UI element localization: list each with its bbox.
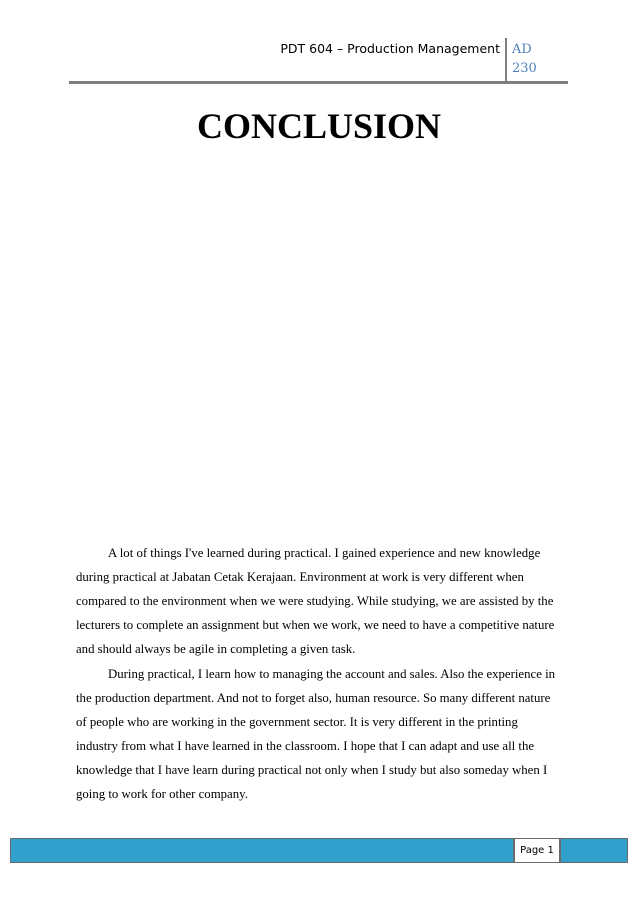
paragraph-line: compared to the environment when we were studying. While studying, we are assisted by the: [76, 594, 554, 608]
paragraph-1: [76, 541, 572, 661]
paragraph-line: industry from what I have learned in the classroom. I hope that I can adapt and use all the: [76, 739, 535, 753]
header-course-title: PDT 604 – Production Management: [280, 41, 500, 56]
footer-bar-tail: [560, 838, 628, 863]
header-code-line-2: 230: [512, 61, 537, 76]
paragraph-line: A lot of things I've learned during practical. I gained experience and new knowledge: [108, 546, 541, 560]
paragraph-line: knowledge that I have learn during practical not only when I study but also someday when I: [76, 763, 548, 777]
paragraph-line: going to work for other company.: [76, 787, 248, 801]
header-course-code: [512, 40, 572, 78]
page-number: Page 1: [514, 838, 560, 863]
paragraph-line: of people who are working in the government sector. It is very different in the printing: [76, 715, 518, 729]
page-title: CONCLUSION: [196, 106, 442, 146]
paragraph-line: lecturers to complete an assignment but when we work, we need to have a competitive nature: [76, 618, 555, 632]
header-rule: [69, 81, 568, 84]
footer-bar: [10, 838, 514, 863]
paragraph-2: [76, 662, 572, 806]
paragraph-line: the production department. And not to forget also, human resource. So many different nature: [76, 691, 551, 705]
paragraph-line: during practical at Jabatan Cetak Kerajaan. Environment at work is very different when: [76, 570, 524, 584]
header-code-line-1: AD: [512, 42, 532, 57]
header-vertical-divider: [505, 38, 507, 82]
paragraph-line: During practical, I learn how to managing the account and sales. Also the experience in: [108, 667, 556, 681]
paragraph-line: and should always be agile in completing a given task.: [76, 642, 356, 656]
